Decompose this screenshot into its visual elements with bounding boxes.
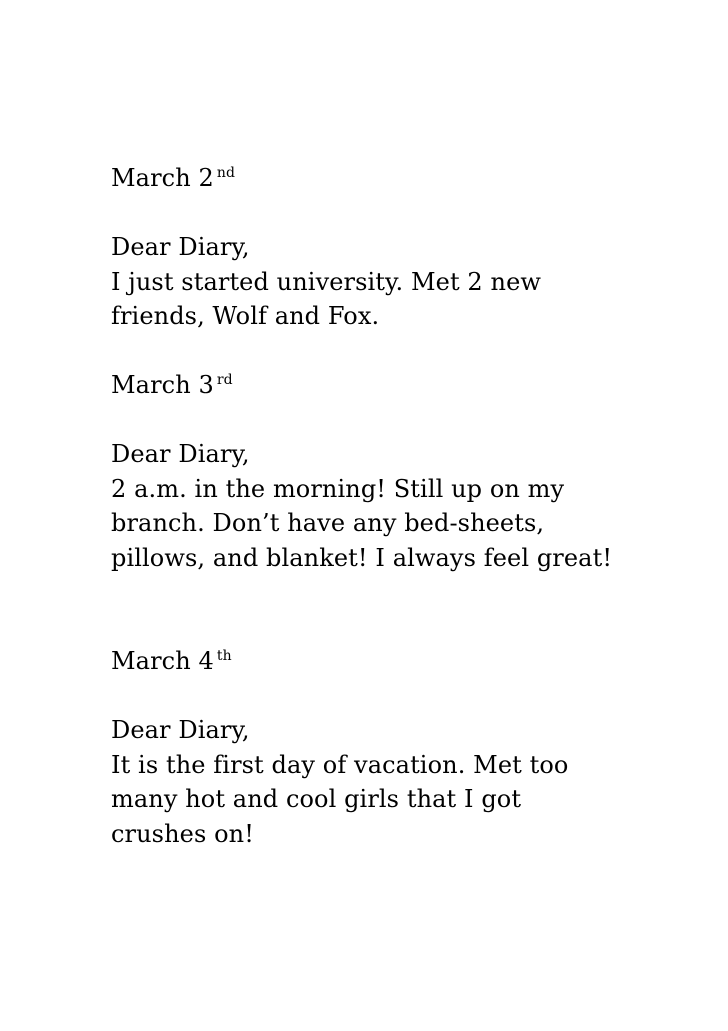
entry-line: many hot and cool girls that I got xyxy=(111,785,522,813)
entry-date-suffix: th xyxy=(216,648,232,664)
entry-date xyxy=(111,644,691,679)
entry-date-text: March 3 xyxy=(111,371,214,399)
entry-greeting: Dear Diary, xyxy=(111,440,250,468)
diary-text xyxy=(111,161,691,851)
entry-line: It is the first day of vacation. Met too xyxy=(111,750,569,779)
entry-line: branch. Don’t have any bed-sheets, xyxy=(111,509,545,537)
entry-line: 2 a.m. in the morning! Still up on my xyxy=(111,474,565,503)
diary-entry xyxy=(111,644,691,851)
entry-line: pillows, and blanket! I always feel great! xyxy=(111,543,613,572)
entry-date-text: March 2 xyxy=(111,164,214,192)
entry-line: I just started university. Met 2 new xyxy=(111,267,542,296)
diary-entry xyxy=(111,161,691,334)
entry-date xyxy=(111,161,691,196)
entry-greeting: Dear Diary, xyxy=(111,233,250,261)
diary-entry xyxy=(111,368,691,575)
entry-greeting: Dear Diary, xyxy=(111,716,250,744)
entry-date xyxy=(111,368,691,403)
entry-line: friends, Wolf and Fox. xyxy=(111,302,380,330)
entry-date-text: March 4 xyxy=(111,647,214,675)
entry-date-suffix: rd xyxy=(216,372,233,388)
entry-line: crushes on! xyxy=(111,819,254,848)
entry-date-suffix: nd xyxy=(216,165,236,181)
